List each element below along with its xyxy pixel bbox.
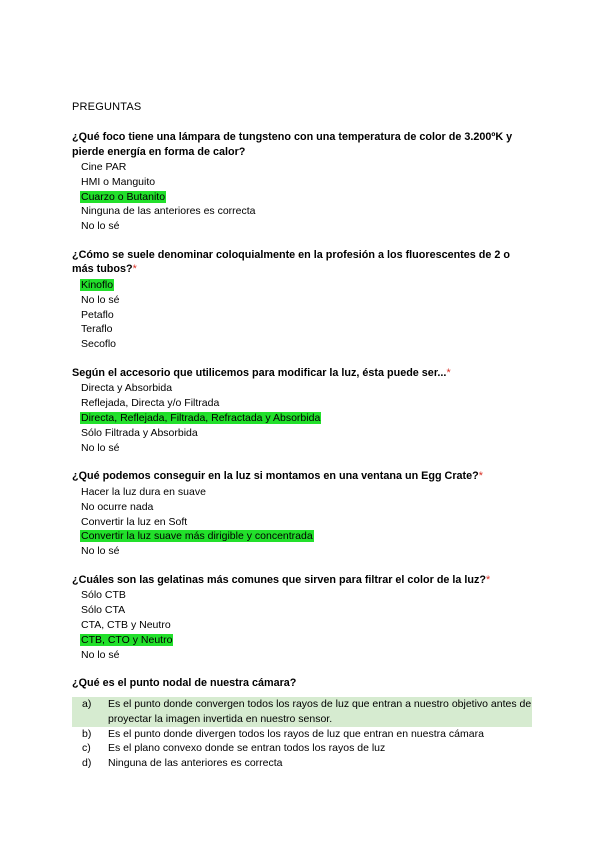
question-title [72,248,532,277]
option [72,293,532,308]
option-label: Es el punto donde divergen todos los rayos de luz que entran en nuestra cámara [108,727,484,740]
option [72,396,532,411]
option-label: Cuarzo o Butanito [81,190,166,203]
question-block [72,366,532,455]
option [72,441,532,456]
question-title [72,469,532,484]
question-block [72,469,532,558]
required-mark: * [486,573,491,586]
lettered-options [72,697,532,771]
question-title-text: ¿Cómo se suele denominar coloquialmente en la profesión a los fluorescentes de 2 o más tubos? [72,248,510,276]
option-letter: a) [82,697,92,710]
option-label: Sólo CTA [81,604,126,617]
option-label: Convertir la luz en Soft [81,515,188,528]
last-question [72,676,532,770]
option [72,175,532,190]
option-label: No lo sé [81,648,120,661]
option-label: Directa y Absorbida [81,382,173,395]
correct-option [72,278,532,293]
option-label: No lo sé [81,441,120,454]
option-label: No lo sé [81,220,120,233]
question-title-text: Según el accesorio que utilicemos para modificar la luz, ésta puede ser... [72,366,447,379]
option-label: CTB, CTO y Neutro [81,633,173,646]
option-label: Convertir la luz suave más dirigible y concentrada [81,530,313,543]
option-label: Ninguna de las anteriores es correcta [108,757,283,770]
option [72,618,532,633]
option [72,648,532,663]
question-title-text: ¿Qué podemos conseguir en la luz si montamos en una ventana un Egg Crate? [72,470,479,483]
question-title-text: ¿Cuáles son las gelatinas más comunes que sirven para filtrar el color de la luz? [72,573,487,586]
option-label: Es el plano convexo donde se entran todos los rayos de luz [108,742,386,755]
page-heading: PREGUNTAS [72,101,142,113]
option-label: No ocurre nada [81,500,154,513]
required-mark: * [478,470,483,483]
correct-option [72,190,532,205]
options-list [72,588,532,662]
option-letter: c) [82,742,91,755]
option-label: CTA, CTB y Neutro [81,619,171,632]
option [72,515,532,530]
option-label: Secoflo [81,338,117,351]
question-title [72,366,532,381]
question-title [72,130,532,159]
option-letter: b) [82,727,92,740]
option [72,204,532,219]
option [72,322,532,337]
question-block [72,130,532,234]
option-label: Reflejada, Directa y/o Filtrada [81,397,220,410]
option-label: Ninguna de las anteriores es correcta [81,205,256,218]
option-label: Es el punto donde convergen todos los rayos de luz que entran a nuestro objetivo antes de proyectar la imagen invertida en nuestro sensor. [108,697,532,725]
option-label: No lo sé [81,545,120,558]
correct-option [72,529,532,544]
required-mark: * [446,366,451,379]
option [72,588,532,603]
option [72,337,532,352]
required-mark: * [132,263,137,276]
question-title-text: ¿Qué foco tiene una lámpara de tungsteno con una temperatura de color de 3.200ºK y pierde energía en forma de calor? [72,131,513,158]
option-label: Sólo CTB [81,589,126,602]
options-list [72,278,532,352]
option [72,160,532,175]
option-label: Directa, Reflejada, Filtrada, Refractada y Absorbida [81,412,321,425]
option-label: Cine PAR [81,161,127,173]
options-list [72,160,532,234]
option [72,544,532,559]
option-label: Petaflo [81,308,114,321]
document-page [72,101,532,785]
option-label: No lo sé [81,293,120,306]
question-title [72,573,532,588]
option-letter: d) [82,757,92,770]
questions-list [72,130,532,662]
option [72,756,532,771]
option-label: Teraflo [81,323,113,336]
option [72,603,532,618]
correct-option [72,697,532,727]
option [72,741,532,756]
option [72,727,532,742]
option [72,219,532,234]
question-title: ¿Qué es el punto nodal de nuestra cámara? [72,677,297,690]
correct-option [72,633,532,648]
option-label: Sólo Filtrada y Absorbida [81,426,198,439]
options-list [72,381,532,455]
correct-option [72,411,532,426]
question-block [72,248,532,352]
option [72,426,532,441]
option [72,485,532,500]
option [72,308,532,323]
option-label: Kinoflo [81,278,114,291]
option-label: Hacer la luz dura en suave [81,485,206,498]
options-list [72,485,532,559]
option [72,381,532,396]
option [72,500,532,515]
option-label: HMI o Manguito [81,175,156,188]
question-block [72,573,532,662]
